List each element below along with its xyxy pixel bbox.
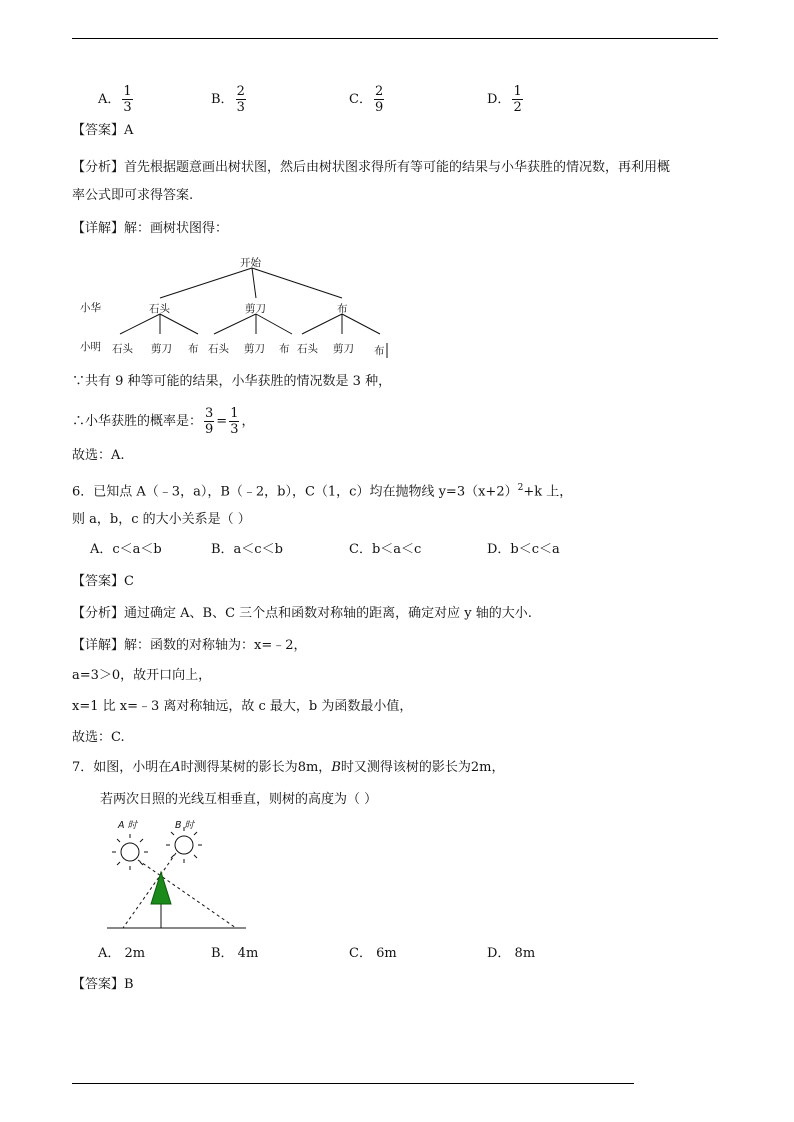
- q6-choose: 故选：C.: [72, 730, 125, 745]
- fig-label-a: A 时: [118, 820, 138, 831]
- q6-analysis: 【分析】通过确定 A、B、C 三个点和函数对称轴的距离，确定对应 y 轴的大小.: [72, 606, 532, 621]
- q5-option-b: B． $\frac{2}{3}$: [211, 84, 245, 115]
- q5-option-c: C． $\frac{2}{9}$: [349, 84, 384, 115]
- tree-node: 剪刀: [245, 303, 266, 315]
- fraction: $\frac{2}{9}$: [374, 84, 384, 115]
- q7-stem-line2: 若两次日照的光线互相垂直，则树的高度为（ ）: [100, 792, 378, 807]
- tree-leaf: 石头: [208, 343, 229, 355]
- tree-leaf: 石头: [112, 343, 133, 355]
- q6-option-b: B．a＜c＜b: [211, 542, 283, 557]
- sun-icon: [112, 834, 148, 870]
- q7-answer: 【答案】B: [72, 977, 134, 992]
- q5-option-a: A． $\frac{1}{3}$: [98, 84, 132, 115]
- fraction: $\frac{1}{3}$: [230, 406, 239, 437]
- q6-option-a: A．c＜a＜b: [90, 542, 162, 557]
- tree-node: 石头: [149, 303, 170, 315]
- tree-node: 布: [337, 303, 348, 315]
- q5-analysis-line1: 【分析】首先根据题意画出树状图，然后由树状图求得所有等可能的结果与小华获胜的情况数，再利用概: [72, 160, 671, 175]
- q6-line-a: a=3＞0，故开口向上，: [72, 668, 212, 683]
- q6-line-x: x=1 比 x=﹣3 离对称轴远，故 c 最大，b 为函数最小值，: [72, 699, 413, 714]
- tree-row-label-xiaoming: 小明: [80, 341, 101, 353]
- tree-leaf: 石头: [297, 343, 318, 355]
- tree-row-label-xiaohua: 小华: [80, 302, 101, 314]
- light-ray-b: [123, 853, 176, 928]
- fraction: $\frac{1}{3}$: [123, 84, 132, 115]
- q7-option-a: A． 2m: [98, 946, 146, 961]
- q6-option-c: C．b＜a＜c: [349, 542, 422, 557]
- q5-because: ∵共有 9 种等可能的结果，小华获胜的情况数是 3 种，: [72, 374, 392, 389]
- q7-option-c: C． 6m: [349, 946, 397, 961]
- q5-probability: ∴小华获胜的概率是： $\frac{3}{9}$ = $\frac{1}{3}$ ，: [72, 406, 255, 437]
- sun-icon: [166, 827, 202, 863]
- fraction: $\frac{1}{2}$: [513, 84, 522, 115]
- q5-analysis-line2: 率公式即可求得答案.: [72, 188, 194, 203]
- tree-leaf: 剪刀: [244, 343, 265, 355]
- q6-answer: 【答案】C: [72, 574, 134, 589]
- tree-leaf: 剪刀: [333, 343, 354, 355]
- q6-detail: 【详解】解：函数的对称轴为：x=﹣2，: [72, 638, 307, 653]
- q7-option-b: B． 4m: [211, 946, 259, 961]
- q5-detail: 【详解】解：画树状图得：: [72, 221, 229, 236]
- q7-option-d: D． 8m: [487, 946, 536, 961]
- light-ray-a: [138, 860, 236, 928]
- fig-label-b: B 时: [175, 820, 195, 831]
- tree-leaf: 布: [279, 343, 290, 355]
- q7-stem-line1: 7．如图，小明在A时测得某树的影长为8m，B时又测得该树的影长为2m，: [72, 760, 505, 775]
- q6-stem-line1: 6．已知点 A（﹣3，a），B（﹣2，b），C（1，c）均在抛物线 $y=3(x+2)^2+k$ 上，: [72, 483, 573, 500]
- tree-leaf: 布: [374, 345, 385, 357]
- q5-option-d: D． $\frac{1}{2}$: [487, 84, 522, 115]
- footer-rule: [72, 1083, 634, 1084]
- tree-root: 开始: [240, 257, 261, 269]
- tree-icon: [151, 872, 171, 904]
- q6-option-d: D．b＜c＜a: [487, 542, 560, 557]
- fraction: $\frac{3}{9}$: [205, 406, 214, 437]
- q5-answer: 【答案】A: [72, 123, 134, 138]
- tree-leaf: 剪刀: [151, 343, 172, 355]
- fraction: $\frac{2}{3}$: [236, 84, 245, 115]
- q5-choose: 故选：A.: [72, 448, 125, 463]
- tree-leaf: 布: [188, 343, 199, 355]
- q6-stem-line2: 则 a，b，c 的大小关系是（ ）: [72, 512, 251, 527]
